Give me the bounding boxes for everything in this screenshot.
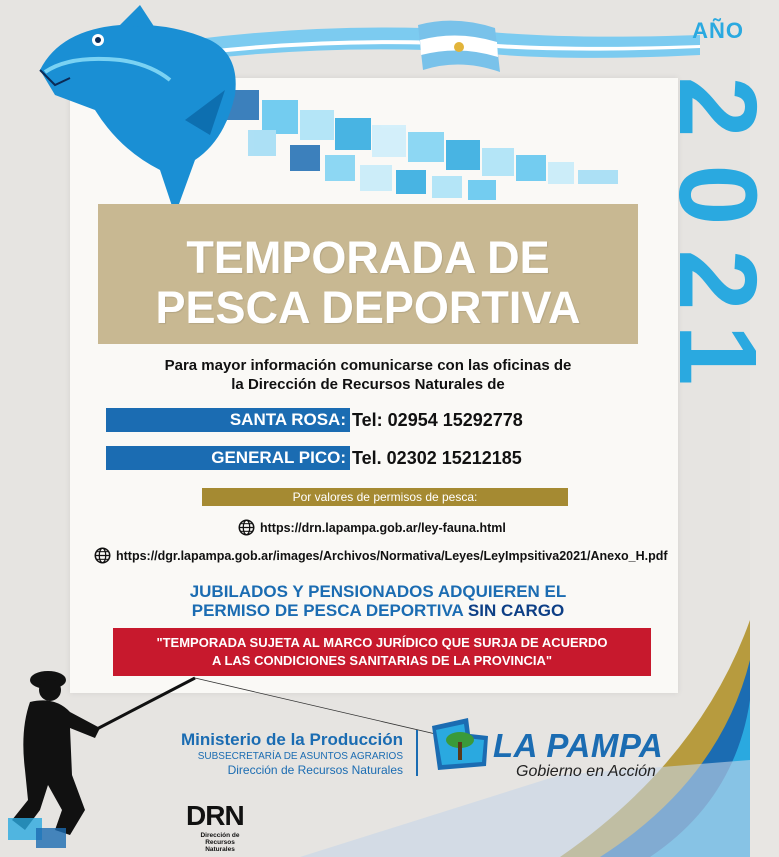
retirees-line2-text: PERMISO DE PESCA DEPORTIVA (191, 601, 464, 620)
page-title-line1: TEMPORADA DE (186, 232, 550, 283)
year-digit: 1 (656, 324, 779, 386)
info-line2: la Dirección de Recursos Naturales de (231, 376, 505, 393)
info-line1: Para mayor información comunicarse con las oficinas de (164, 357, 572, 374)
link-tax-annex[interactable]: https://dgr.lapampa.gob.ar/images/Archivos/Normativa/Leyes/LeyImpsitiva2021/Anexo_H.pdf (116, 548, 668, 563)
divider (416, 730, 418, 776)
globe-icon (238, 519, 255, 536)
fish-icon (40, 5, 236, 215)
link-fauna[interactable]: https://drn.lapampa.gob.ar/ley-fauna.html (260, 520, 506, 535)
notice-line2: A LAS CONDICIONES SANITARIAS DE LA PROVINCIA" (211, 653, 553, 668)
office-general-pico: GENERAL PICO: (106, 446, 350, 470)
link-row[interactable] (238, 519, 506, 536)
province-name: LA PAMPA (493, 727, 664, 764)
office-santa-rosa-tel: Tel: 02954 15292778 (352, 410, 523, 430)
fees-label: Por valores de permisos de pesca: (202, 488, 568, 506)
link-row[interactable] (94, 547, 668, 564)
header-graphic (0, 0, 750, 230)
office-santa-rosa: SANTA ROSA: (106, 408, 350, 432)
ministry-name: Ministerio de la Producción (181, 730, 403, 749)
argentina-flag-icon (418, 21, 500, 72)
ministry-block (181, 730, 403, 777)
province-tagline: Gobierno en Acción (516, 763, 656, 780)
drn-logo: DRN (186, 800, 244, 831)
office-general-pico-tel: Tel. 02302 15212185 (352, 448, 522, 468)
year-digit: 0 (656, 164, 779, 226)
year-digit: 2 (656, 249, 779, 311)
notice-line1: "TEMPORADA SUJETA AL MARCO JURÍDICO QUE SURJA DE ACUERDO (156, 635, 608, 650)
year-label: AÑO (692, 18, 744, 43)
ministry-dir: Dirección de Recursos Naturales (227, 763, 403, 777)
year-digit: 2 (656, 76, 779, 138)
ministry-sub: SUBSECRETARÍA DE ASUNTOS AGRARIOS (197, 751, 403, 762)
retirees-line1: JUBILADOS Y PENSIONADOS ADQUIEREN EL (189, 582, 567, 601)
drn-subtitle: Dirección de Recursos Naturales (200, 832, 240, 853)
free-of-charge-text: SIN CARGO (467, 601, 565, 620)
la-pampa-logo-icon (428, 714, 492, 774)
globe-icon (94, 547, 111, 564)
retirees-line2 (98, 601, 658, 621)
page-title-line2: PESCA DEPORTIVA (155, 282, 581, 333)
